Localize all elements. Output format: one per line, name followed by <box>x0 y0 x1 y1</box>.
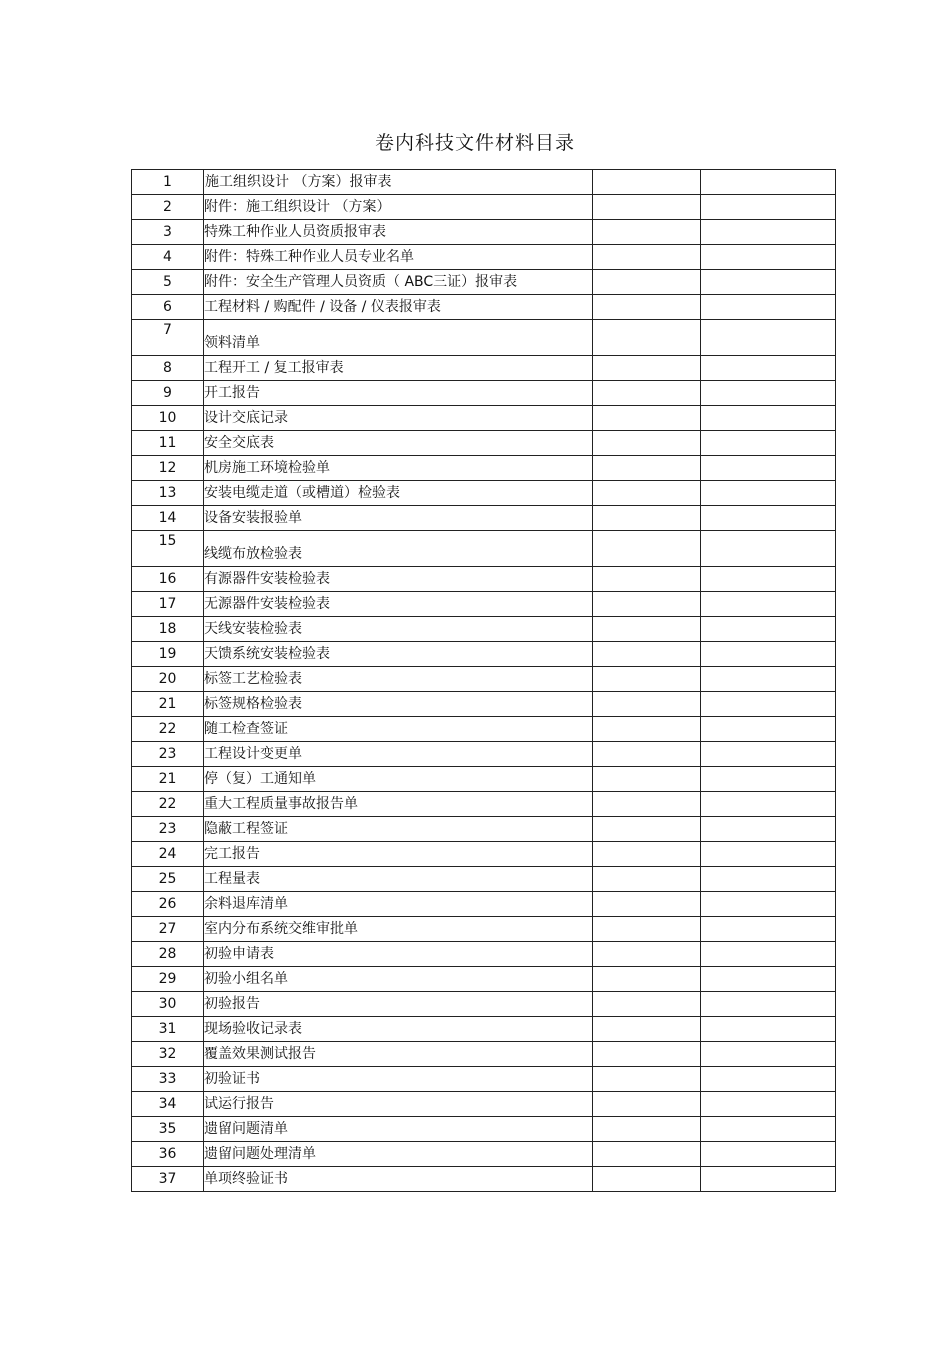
row-number: 36 <box>132 1142 204 1167</box>
row-number: 37 <box>132 1167 204 1192</box>
table-row <box>132 531 836 567</box>
blank-cell <box>701 1142 836 1167</box>
blank-cell <box>701 456 836 481</box>
table-row <box>132 892 836 917</box>
blank-cell <box>701 270 836 295</box>
blank-cell <box>593 1017 701 1042</box>
blank-cell <box>701 567 836 592</box>
table-row <box>132 767 836 792</box>
document-title-cell: 天馈系统安装检验表 <box>204 642 593 667</box>
blank-cell <box>701 592 836 617</box>
table-row <box>132 270 836 295</box>
blank-cell <box>593 431 701 456</box>
blank-cell <box>593 1167 701 1192</box>
row-number: 4 <box>132 245 204 270</box>
page-title: 卷内科技文件材料目录 <box>374 132 575 154</box>
blank-cell <box>701 617 836 642</box>
blank-cell <box>593 667 701 692</box>
blank-cell <box>701 717 836 742</box>
table-row <box>132 220 836 245</box>
row-number: 30 <box>132 992 204 1017</box>
row-number: 19 <box>132 642 204 667</box>
row-number: 15 <box>132 531 204 567</box>
blank-cell <box>701 481 836 506</box>
table-row <box>132 617 836 642</box>
table-row <box>132 717 836 742</box>
table-row <box>132 456 836 481</box>
document-title-cell: 附件：施工组织设计 （方案） <box>204 195 593 220</box>
document-title-cell: 附件：特殊工种作业人员专业名单 <box>204 245 593 270</box>
blank-cell <box>593 767 701 792</box>
document-title-cell: 隐蔽工程签证 <box>204 817 593 842</box>
row-number: 31 <box>132 1017 204 1042</box>
blank-cell <box>593 717 701 742</box>
document-title-cell: 初验申请表 <box>204 942 593 967</box>
blank-cell <box>701 892 836 917</box>
blank-cell <box>593 967 701 992</box>
catalog-rows <box>132 170 836 1192</box>
blank-cell <box>593 245 701 270</box>
row-number: 9 <box>132 381 204 406</box>
document-title-cell: 附件：安全生产管理人员资质（ ABC三证）报审表 <box>204 270 593 295</box>
document-title-cell: 随工检查签证 <box>204 717 593 742</box>
row-number: 13 <box>132 481 204 506</box>
blank-cell <box>593 356 701 381</box>
blank-cell <box>593 817 701 842</box>
row-number: 24 <box>132 842 204 867</box>
table-row <box>132 295 836 320</box>
table-row <box>132 245 836 270</box>
row-number: 14 <box>132 506 204 531</box>
blank-cell <box>701 792 836 817</box>
blank-cell <box>593 842 701 867</box>
blank-cell <box>701 170 836 195</box>
row-number: 3 <box>132 220 204 245</box>
table-row <box>132 967 836 992</box>
row-number: 25 <box>132 867 204 892</box>
blank-cell <box>593 742 701 767</box>
row-number: 20 <box>132 667 204 692</box>
table-row <box>132 692 836 717</box>
row-number: 1 <box>132 170 204 195</box>
document-title-cell: 设计交底记录 <box>204 406 593 431</box>
document-title-cell: 覆盖效果测试报告 <box>204 1042 593 1067</box>
document-title-cell: 完工报告 <box>204 842 593 867</box>
table-row <box>132 1092 836 1117</box>
blank-cell <box>701 320 836 356</box>
blank-cell <box>701 642 836 667</box>
document-title-cell: 室内分布系统交维审批单 <box>204 917 593 942</box>
row-number: 29 <box>132 967 204 992</box>
row-number: 26 <box>132 892 204 917</box>
row-number: 23 <box>132 742 204 767</box>
table-row <box>132 356 836 381</box>
table-row <box>132 842 836 867</box>
document-title-cell: 施工组织设计 （方案）报审表 <box>204 170 593 195</box>
blank-cell <box>701 1117 836 1142</box>
blank-cell <box>701 967 836 992</box>
blank-cell <box>593 195 701 220</box>
row-number: 34 <box>132 1092 204 1117</box>
table-row <box>132 592 836 617</box>
document-title-cell: 标签工艺检验表 <box>204 667 593 692</box>
document-title-cell: 单项终验证书 <box>204 1167 593 1192</box>
row-number: 28 <box>132 942 204 967</box>
table-row <box>132 1167 836 1192</box>
row-number: 23 <box>132 817 204 842</box>
blank-cell <box>701 1092 836 1117</box>
blank-cell <box>593 320 701 356</box>
blank-cell <box>593 942 701 967</box>
document-title-cell: 工程开工 / 复工报审表 <box>204 356 593 381</box>
blank-cell <box>701 406 836 431</box>
row-number: 11 <box>132 431 204 456</box>
blank-cell <box>593 456 701 481</box>
blank-cell <box>593 170 701 195</box>
blank-cell <box>701 295 836 320</box>
blank-cell <box>593 592 701 617</box>
blank-cell <box>701 381 836 406</box>
document-title-cell: 安全交底表 <box>204 431 593 456</box>
table-row <box>132 942 836 967</box>
document-title-cell: 工程材料 / 购配件 / 设备 / 仪表报审表 <box>204 295 593 320</box>
table-row <box>132 170 836 195</box>
table-row <box>132 917 836 942</box>
blank-cell <box>593 1117 701 1142</box>
row-number: 16 <box>132 567 204 592</box>
blank-cell <box>701 1067 836 1092</box>
document-title-cell: 无源器件安装检验表 <box>204 592 593 617</box>
blank-cell <box>701 742 836 767</box>
blank-cell <box>701 917 836 942</box>
document-title-cell: 有源器件安装检验表 <box>204 567 593 592</box>
row-number: 21 <box>132 767 204 792</box>
table-row <box>132 1067 836 1092</box>
row-number: 6 <box>132 295 204 320</box>
blank-cell <box>701 195 836 220</box>
blank-cell <box>593 506 701 531</box>
blank-cell <box>701 220 836 245</box>
document-title-cell: 余料退库清单 <box>204 892 593 917</box>
blank-cell <box>593 992 701 1017</box>
blank-cell <box>701 1042 836 1067</box>
row-number: 33 <box>132 1067 204 1092</box>
row-number: 12 <box>132 456 204 481</box>
blank-cell <box>593 270 701 295</box>
document-title-cell: 遗留问题清单 <box>204 1117 593 1142</box>
row-number: 7 <box>132 320 204 356</box>
blank-cell <box>701 531 836 567</box>
table-row <box>132 1117 836 1142</box>
blank-cell <box>701 431 836 456</box>
blank-cell <box>593 481 701 506</box>
document-title-cell: 初验证书 <box>204 1067 593 1092</box>
blank-cell <box>701 1167 836 1192</box>
row-number: 22 <box>132 717 204 742</box>
blank-cell <box>701 992 836 1017</box>
table-row <box>132 992 836 1017</box>
blank-cell <box>701 245 836 270</box>
blank-cell <box>593 642 701 667</box>
table-row <box>132 320 836 356</box>
row-number: 18 <box>132 617 204 642</box>
blank-cell <box>701 506 836 531</box>
row-number: 32 <box>132 1042 204 1067</box>
document-title-cell: 初验小组名单 <box>204 967 593 992</box>
table-row <box>132 506 836 531</box>
row-number: 10 <box>132 406 204 431</box>
blank-cell <box>593 892 701 917</box>
row-number: 17 <box>132 592 204 617</box>
table-row <box>132 867 836 892</box>
blank-cell <box>701 692 836 717</box>
blank-cell <box>701 356 836 381</box>
blank-cell <box>593 567 701 592</box>
blank-cell <box>701 842 836 867</box>
blank-cell <box>593 617 701 642</box>
blank-cell <box>593 381 701 406</box>
document-title-cell: 特殊工种作业人员资质报审表 <box>204 220 593 245</box>
table-row <box>132 667 836 692</box>
table-row <box>132 431 836 456</box>
blank-cell <box>593 406 701 431</box>
document-title-cell: 领料清单 <box>204 320 593 356</box>
document-title-cell: 重大工程质量事故报告单 <box>204 792 593 817</box>
document-title-cell: 现场验收记录表 <box>204 1017 593 1042</box>
row-number: 5 <box>132 270 204 295</box>
document-title-cell: 线缆布放检验表 <box>204 531 593 567</box>
document-title-cell: 设备安装报验单 <box>204 506 593 531</box>
table-row <box>132 195 836 220</box>
table-row <box>132 567 836 592</box>
blank-cell <box>593 867 701 892</box>
table-row <box>132 792 836 817</box>
table-row <box>132 481 836 506</box>
table-row <box>132 742 836 767</box>
row-number: 2 <box>132 195 204 220</box>
blank-cell <box>593 792 701 817</box>
row-number: 21 <box>132 692 204 717</box>
blank-cell <box>593 295 701 320</box>
blank-cell <box>701 767 836 792</box>
blank-cell <box>593 692 701 717</box>
document-title-cell: 天线安装检验表 <box>204 617 593 642</box>
blank-cell <box>593 917 701 942</box>
blank-cell <box>593 1042 701 1067</box>
blank-cell <box>701 667 836 692</box>
document-title-cell: 停（复）工通知单 <box>204 767 593 792</box>
document-title-cell: 标签规格检验表 <box>204 692 593 717</box>
blank-cell <box>593 1092 701 1117</box>
catalog-table <box>131 169 836 1192</box>
blank-cell <box>593 220 701 245</box>
blank-cell <box>593 1142 701 1167</box>
blank-cell <box>593 1067 701 1092</box>
table-row <box>132 1017 836 1042</box>
table-row <box>132 1042 836 1067</box>
table-row <box>132 381 836 406</box>
row-number: 8 <box>132 356 204 381</box>
row-number: 27 <box>132 917 204 942</box>
row-number: 35 <box>132 1117 204 1142</box>
document-title-cell: 安装电缆走道（或槽道）检验表 <box>204 481 593 506</box>
document-title-cell: 试运行报告 <box>204 1092 593 1117</box>
table-row <box>132 817 836 842</box>
document-title-cell: 工程量表 <box>204 867 593 892</box>
document-title-cell: 工程设计变更单 <box>204 742 593 767</box>
blank-cell <box>701 867 836 892</box>
table-row <box>132 642 836 667</box>
row-number: 22 <box>132 792 204 817</box>
document-title-cell: 开工报告 <box>204 381 593 406</box>
document-title-cell: 初验报告 <box>204 992 593 1017</box>
document-title-cell: 遗留问题处理清单 <box>204 1142 593 1167</box>
blank-cell <box>593 531 701 567</box>
blank-cell <box>701 1017 836 1042</box>
table-row <box>132 1142 836 1167</box>
blank-cell <box>701 942 836 967</box>
blank-cell <box>701 817 836 842</box>
table-row <box>132 406 836 431</box>
document-title-cell: 机房施工环境检验单 <box>204 456 593 481</box>
